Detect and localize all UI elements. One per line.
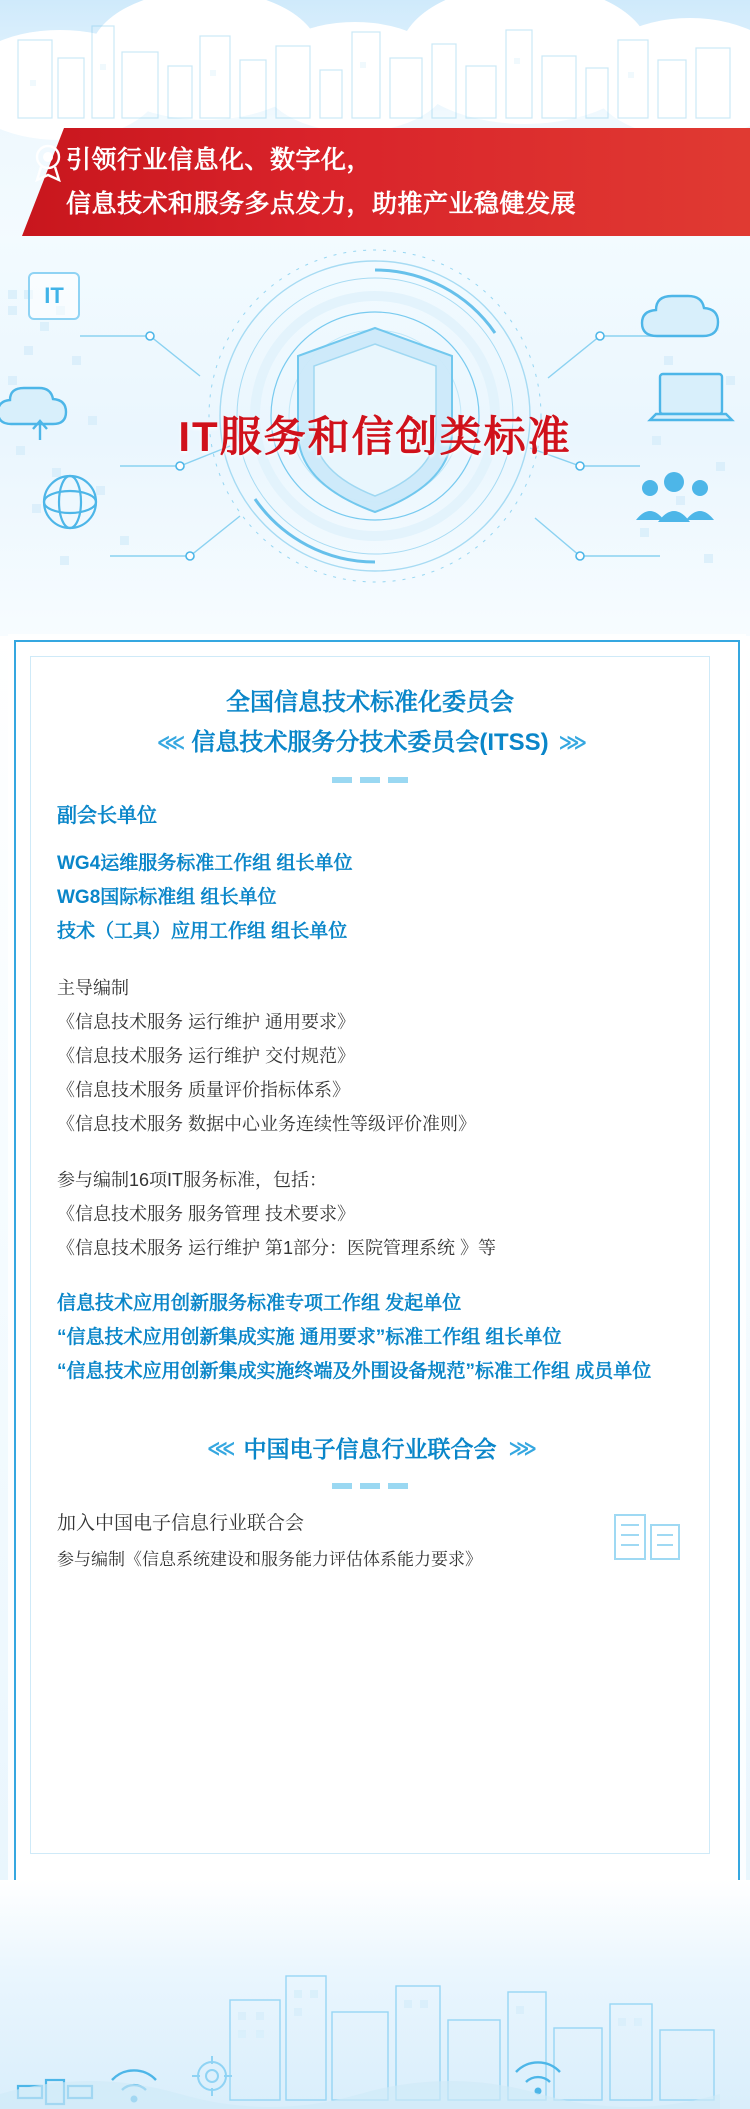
organization-subtitle	[57, 723, 683, 763]
federation-title	[57, 1429, 683, 1469]
participation-title: 参与编制16项IT服务标准，包括：	[57, 1170, 328, 1190]
chevron-right-icon: ⋙	[558, 732, 584, 754]
working-group-item: WG4运维服务标准工作组 组长单位	[57, 853, 353, 874]
bottom-decoration	[0, 1880, 750, 2109]
lead-standard-item: 《信息技术服务 运行维护 通用要求》	[57, 1012, 356, 1032]
content-card-inner	[30, 656, 710, 1854]
participation-standard-item: 《信息技术服务 服务管理 技术要求》	[57, 1204, 356, 1224]
page-title: IT服务和信创类标准	[178, 413, 572, 460]
banner-line-2: 信息技术和服务多点发力，助推产业稳健发展	[66, 190, 577, 218]
city-skyline-decoration	[0, 0, 750, 120]
content-card	[14, 640, 740, 1884]
divider-dots	[57, 777, 683, 783]
xinchuang-item: 信息技术应用创新服务标准专项工作组 发起单位	[57, 1293, 462, 1314]
lead-drafting-title: 主导编制	[57, 978, 129, 998]
organization-subtitle-text: 信息技术服务分技术委员会(ITSS)	[191, 729, 549, 756]
headline-banner	[0, 128, 750, 236]
bottom-city-graphic	[0, 1880, 750, 2109]
award-ribbon-icon	[28, 142, 68, 182]
xinchuang-item: “信息技术应用创新集成实施 通用要求”标准工作组 组长单位	[57, 1327, 562, 1348]
federation-line-1: 加入中国电子信息行业联合会	[57, 1513, 305, 1534]
lead-standard-item: 《信息技术服务 运行维护 交付规范》	[57, 1046, 356, 1066]
sky-background	[0, 0, 750, 120]
participation-standard-item: 《信息技术服务 运行维护 第1部分：医院管理系统 》等	[57, 1238, 497, 1258]
chevron-left-icon: ⋘	[156, 732, 182, 754]
atom-icon	[44, 476, 96, 528]
chevron-right-icon: ⋙	[508, 1438, 533, 1460]
working-group-item: 技术（工具）应用工作组 组长单位	[57, 921, 348, 942]
gear-icon	[192, 2056, 232, 2096]
it-badge-icon: IT	[28, 272, 80, 320]
organization-title: 全国信息技术标准化委员会	[226, 689, 514, 716]
xinchuang-item: “信息技术应用创新集成实施终端及外围设备规范”标准工作组 成员单位	[57, 1361, 652, 1382]
banner-text	[66, 138, 726, 226]
users-group-icon	[636, 472, 714, 522]
federation-line-2: 参与编制《信息系统建设和服务能力评估体系能力要求》	[57, 1550, 482, 1569]
lead-standard-item: 《信息技术服务 质量评价指标体系》	[57, 1080, 350, 1100]
cloud-icon	[642, 296, 718, 336]
working-group-item: WG8国际标准组 组长单位	[57, 887, 277, 908]
lead-standard-item: 《信息技术服务 数据中心业务连续性等级评价准则》	[57, 1114, 476, 1134]
hero-section	[0, 236, 750, 636]
server-rack-icon	[613, 1509, 683, 1567]
divider-dots	[57, 1483, 683, 1489]
federation-body	[57, 1505, 683, 1577]
chevron-left-icon: ⋘	[207, 1438, 232, 1460]
federation-title-text: 中国电子信息行业联合会	[243, 1436, 497, 1462]
role-title: 副会长单位	[57, 805, 157, 827]
banner-line-1: 引领行业信息化、数字化，	[66, 146, 373, 174]
